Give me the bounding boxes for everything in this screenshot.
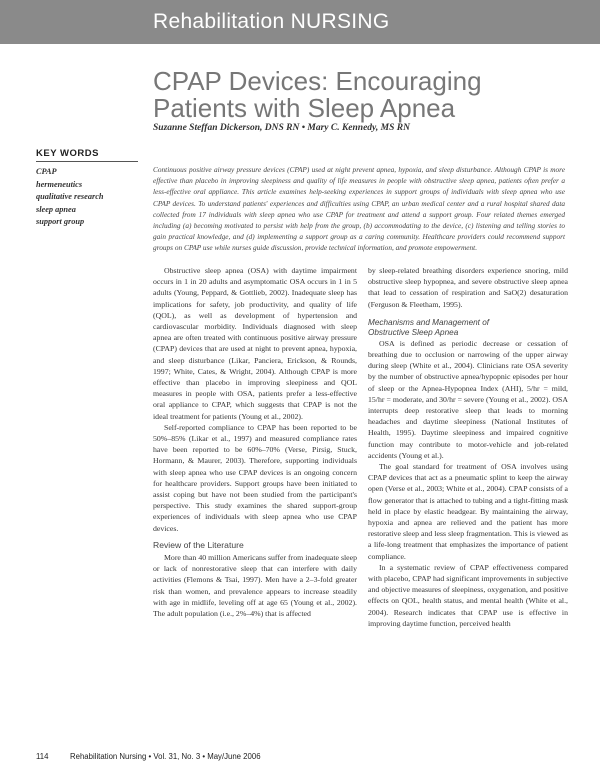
body-paragraph: The goal standard for treatment of OSA involves using CPAP devices that act as a pneumatic splint to keep the airway open (Verse et al., 2003; White et al., 2004). CPAP consists of a flow generator that is attached to tubing and a tight-fitting mask held in place by elastic headgear. By maintaining the airway, hypoxia and apnea are relieved and the patient has more restorative sleep and less sleep fragmentation. This is viewed as a life-long treatment that emphasizes the importance of patient compliance. (368, 462, 568, 561)
article-title-line-2: Patients with Sleep Apnea (153, 93, 456, 123)
body-paragraph: Self-reported compliance to CPAP has been reported to be 50%–85% (Likar et al., 1997) and measured compliance rates have been reported to be 60%–70% (Verse, Pirsig, Stuck, Hormann, & Maurer, 2003). Therefore, supporting individuals with sleep apnea who use CPAP devices is an ongoing concern for healthcare providers. Support groups have been initiated to assist coping but have not been studied from the participant's perspective. This study examines the shared support-group experiences of individuals with sleep apnea who use CPAP devices. (153, 422, 357, 533)
section-heading (368, 318, 568, 338)
keywords-divider (36, 161, 138, 162)
body-column-left (153, 265, 357, 619)
body-paragraph: Obstructive sleep apnea (OSA) with daytime impairment occurs in 1 in 20 adults and asymptomatic OSA occurs in 1 in 5 adults (Young, Peppard, & Gottlieb, 2002). Inadequate sleep has implications for safety, job productivity, and quality of life (QOL), as well as development of hypertension and cardiovascular morbidity. Individuals diagnosed with sleep apnea are often treated with continuous positive airway pressure (CPAP) devices that are used at night to prevent apnea, hypoxia, and sleep disturbance (Likar, Panciera, Erickson, & Rounds, 1997; White, Cates, & Wright, 2004). Although CPAP is more effective than placebo in improving sleepiness and QOL measures in people with OSA, patients prefer a less-effective oral appliance to CPAP, which suggests that CPAP is not the ideal treatment for patients (Young et al., 2002). (153, 266, 357, 421)
journal-banner (0, 0, 600, 44)
keywords-list (36, 166, 104, 229)
body-paragraph: More than 40 million Americans suffer from inadequate sleep or lack of nonrestorative sleep that can interfere with daily activities (Flemons & Tsai, 1997). Men have a 2–3-fold greater risk than women, and prevalence appears to increase steadily with age in midlife, leveling off at age 65 (Young et al., 2002). The adult population (i.e., 2%–4%) that is affected (153, 553, 357, 619)
section-heading-line: Obstructive Sleep Apnea (368, 327, 459, 337)
article-authors: Suzanne Steffan Dickerson, DNS RN • Mary C. Kennedy, MS RN (153, 123, 410, 133)
keyword-item: support group (36, 217, 85, 227)
article-title-line-1: CPAP Devices: Encouraging (153, 66, 482, 96)
body-paragraph: In a systematic review of CPAP effectiveness compared with placebo, CPAP had significant improvements in subjective and objective measures of sleepiness, oxygenation, and positive effects on QOL, health status, and mental health (White et al., 2004). Research indicates that CPAP use is effective in improving daytime function, perceived health (368, 562, 568, 628)
keywords-heading: KEY WORDS (36, 148, 99, 159)
keyword-item: qualitative research (36, 192, 104, 202)
page-number: 114 (36, 752, 49, 761)
keyword-item: sleep apnea (36, 204, 76, 214)
body-paragraph: by sleep-related breathing disorders experience snoring, mild obstructive sleep hypopnea, and severe obstructive sleep apnea that lead to cessation of respiration and SaO(2) desaturation (Ferguson & Fleetham, 1995). (368, 266, 568, 309)
section-heading-line: Mechanisms and Management of (368, 317, 490, 327)
section-heading: Review of the Literature (153, 539, 244, 550)
body-paragraph: OSA is defined as periodic decrease or cessation of breathing due to occlusion or narrowing of the upper airway during sleep (White et al., 2004). Clinicians rate OSA severity by the number of obstructive apnea/hypopnic episodes per hour of sleep or the Apnea-Hypopnea Index (AHI), 5/hr = mild, 15/hr = moderate, and 30/hr = severe (Young et al., 2002). OSA interrupts deep restorative sleep that leads to morning headaches and daytime sleepiness (National Institutes of Health, 1995). Daytime sleepiness and impaired cognitive function may contribute to motor-vehicle and job-related accidents (Young et al.). (368, 338, 568, 460)
body-column-right (368, 265, 568, 629)
journal-banner-title: Rehabilitation NURSING (153, 10, 390, 33)
article-title (153, 68, 573, 122)
abstract: Continuous positive airway pressure devices (CPAP) used at night prevent apnea, hypoxia, and sleep disturbance. Although CPAP is more effective than placebo in improving sleepiness and quality of life measures in people with obstructive sleep apnea, patients often prefer a less-effective oral appliance. This article examines help-seeking experiences in support groups of individuals with sleep apnea who use CPAP devices. To understand patients' experiences and difficulties using CPAP, an urban medical center and a rural hospital shared data collected from 17 individuals with sleep apnea who use CPAP for treatment and attend a support group. Four related themes emerged including (a) becoming motivated to persist with help from the group, (b) accommodating to the device, (c) listening and telling stories to gain practical knowledge, and (d) implementing a support group as a caring community. Healthcare providers could recommend support groups on CPAP use while nurses guide discussion, provide technical information, and promote empowerment. (153, 165, 565, 253)
page-footer (36, 752, 261, 761)
journal-citation: Rehabilitation Nursing • Vol. 31, No. 3 • May/June 2006 (70, 752, 261, 761)
keyword-item: hermeneutics (36, 179, 83, 189)
keyword-item: CPAP (36, 167, 57, 176)
